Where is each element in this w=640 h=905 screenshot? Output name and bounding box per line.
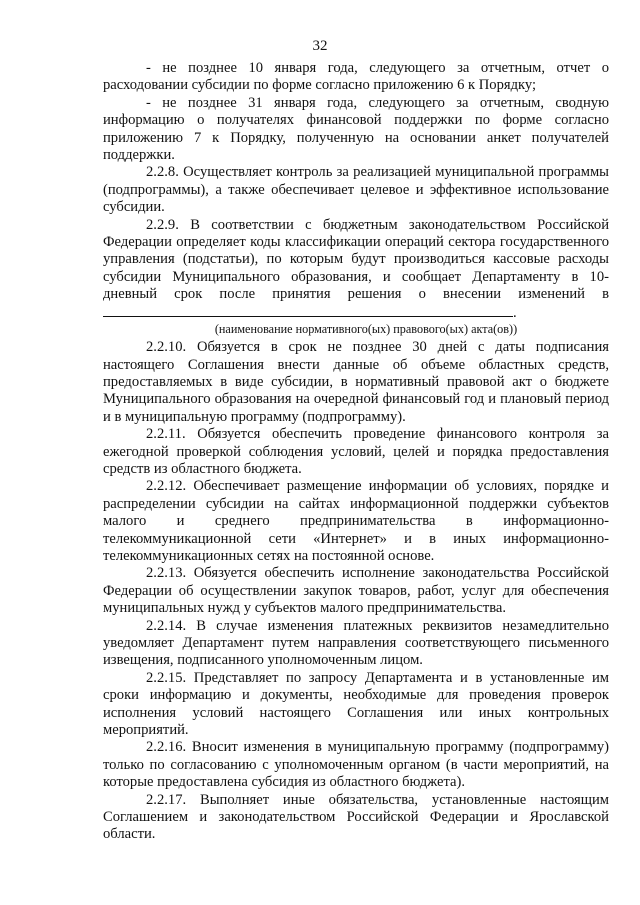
- document-body: [103, 60, 609, 844]
- fill-line-caption: (наименование нормативного(ых) правового(ых) акта(ов)): [214, 322, 518, 337]
- act-name-fill-line: [103, 304, 513, 317]
- paragraph-2-2-9-end: .: [513, 304, 517, 321]
- paragraph-2-2-9: [103, 217, 609, 322]
- paragraph-2-2-12: 2.2.12. Обеспечивает размещение информации об условиях, порядке и распределении субсидии на сайтах информационной поддержки субъектов малого и среднего предпринимательства в информационно-телекоммуникационной сети «Интернет» и в иных информационно-телекоммуникационных сетях на постоянной основе.: [103, 478, 609, 564]
- paragraph-2-2-14: 2.2.14. В случае изменения платежных реквизитов незамедлительно уведомляет Департамент путем направления соответствующего письменного извещения, подписанного уполномоченным лицом.: [103, 617, 609, 669]
- paragraph-2-2-9-text: 2.2.9. В соответствии с бюджетным законодательством Российской Федерации определяет коды классификации операций сектора государственного управления (подстатьи), по которым будут производиться кассовые расходы субсидии Муниципального образования, и сообщает Департаменту в 10-дневный срок после принятия решения о внесении изменений в: [103, 216, 609, 303]
- page-number: 32: [312, 38, 328, 54]
- paragraph-2-2-11: 2.2.11. Обязуется обеспечить проведение финансового контроля за ежегодной проверкой соблюдения условий, целей и порядка предоставления средств из областного бюджета.: [103, 426, 609, 477]
- paragraph-2-2-10: 2.2.10. Обязуется в срок не позднее 30 дней с даты подписания настоящего Соглашения внести данные об объеме областных средств, предоставляемых в виде субсидии, в нормативный правовой акт о бюджете Муниципального образования на очередной финансовый год и плановый период и в муниципальную программу (подпрограмму).: [103, 339, 609, 425]
- paragraph-2-2-16: 2.2.16. Вносит изменения в муниципальную программу (подпрограмму) только по согласованию с уполномоченным органом (в части мероприятий, на которые предоставлена субсидия из областного бюджета).: [103, 739, 609, 791]
- paragraph-2-2-13: 2.2.13. Обязуется обеспечить исполнение законодательства Российской Федерации об осуществлении закупок товаров, работ, услуг для обеспечения муниципальных нужд у субъектов малого предпринимательства.: [103, 565, 609, 617]
- paragraph-report-deadline: - не позднее 10 января года, следующего за отчетным, отчет о расходовании субсидии по форме согласно приложению 6 к Порядку;: [103, 60, 609, 94]
- paragraph-2-2-8: 2.2.8. Осуществляет контроль за реализацией муниципальной программы (подпрограммы), а также обеспечивает целевое и эффективное использование субсидии.: [103, 164, 609, 216]
- paragraph-2-2-17: 2.2.17. Выполняет иные обязательства, установленные настоящим Соглашением и законодательством Российской Федерации и Ярославской области.: [103, 791, 609, 843]
- paragraph-2-2-15: 2.2.15. Представляет по запросу Департамента и в установленные им сроки информацию и документы, необходимые для проведения проверок исполнения условий настоящего Соглашения или иных контрольных мероприятий.: [103, 669, 609, 739]
- paragraph-summary-deadline: - не позднее 31 января года, следующего за отчетным, сводную информацию о получателях финансовой поддержки по форме согласно приложению 7 к Порядку, полученную на основании анкет получателей поддержки.: [103, 94, 609, 164]
